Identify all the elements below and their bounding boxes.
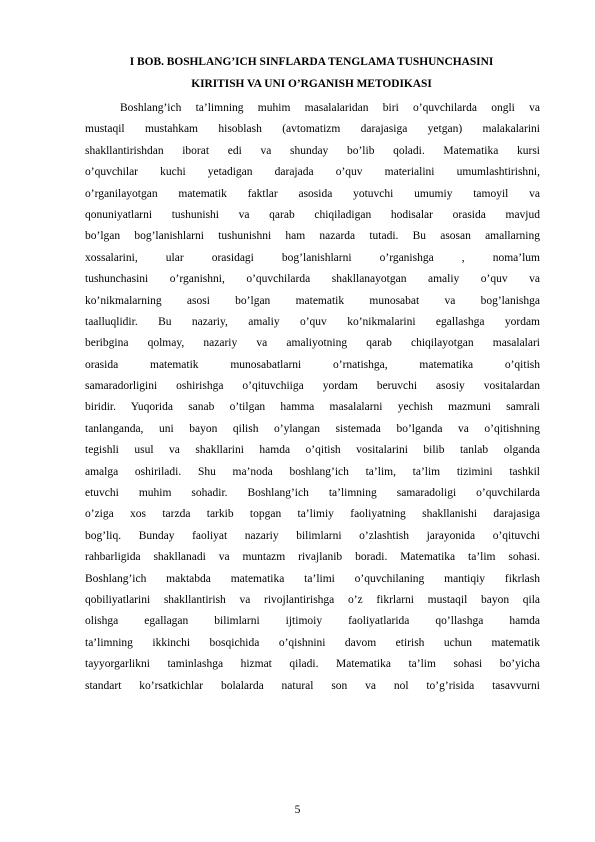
paragraph-line: ko’nikmalarning asosi bo’lgan matematik munosabat va bog’lanishga [85, 294, 540, 307]
paragraph-line: biridir. Yuqorida sanab o’tilgan hamma masalalarni yechish mazmuni samrali [85, 401, 540, 414]
paragraph-line: qonuniyatlarni tushunishi va qarab chiqiladigan hodisalar orasida mavjud [85, 208, 540, 221]
paragraph-line: Boshlang’ich maktabda matematika ta’limi o’quvchilaning mantiqiy fikrlash [85, 572, 540, 585]
paragraph-line: samaradorligini oshirishga o’qituvchiiga yordam beruvchi asosiy vositalardan [85, 380, 540, 393]
paragraph-line: amalga oshiriladi. Shu ma’noda boshlang’ich ta’lim, ta’lim tizimini tashkil [85, 465, 540, 478]
paragraph-line: o’rganilayotgan matematik faktlar asosida yotuvchi umumiy tamoyil va [85, 187, 540, 200]
paragraph-line: qobiliyatlarini shakllantirish va rivojlantirishga o’z fikrlarni mustaqil bayon qila [85, 593, 540, 606]
body-paragraph [85, 98, 540, 697]
paragraph-line: bog’liq. Bunday faoliyat nazariy bilimlarni o’zlashtish jarayonida o’qituvchi [85, 529, 540, 542]
paragraph-line: o’quvchilar kuchi yetadigan darajada o’quv materialini umumlashtirishni, [85, 166, 540, 179]
paragraph-line: bo’lgan bog’lanishlarni tushunishni ham nazarda tutadi. Bu asosan amallarning [85, 230, 540, 243]
paragraph-line: tanlanganda, uni bayon qilish o’ylangan sistemada bo’lganda va o’qitishning [85, 422, 540, 435]
paragraph-line: Boshlang’ich ta’limning muhim masalalaridan biri o’quvchilarda ongli va [120, 102, 540, 114]
paragraph-line: o’ziga xos tarzda tarkib topgan ta’limiy faoliyatning shakllanishi darajasiga [85, 508, 540, 521]
paragraph-line: beribgina qolmay, nazariy va amaliyotning qarab chiqilayotgan masalalari [85, 337, 540, 350]
paragraph-line: ta’limning ikkinchi bosqichida o’qishnini davom etirish uchun matematik [85, 636, 540, 649]
paragraph-line: taalluqlidir. Bu nazariy, amaliy o’quv ko’nikmalarini egallashga yordam [85, 315, 540, 328]
paragraph-line: olishga egallagan bilimlarni ijtimoiy faoliyatlarida qo’llashga hamda [85, 615, 540, 628]
paragraph-line: etuvchi muhim sohadir. Boshlang’ich ta’limning samaradoligi o’quvchilarda [85, 487, 540, 500]
chapter-heading-line-2: KIRITISH VA UNI O’RGANISH METODIKASI [191, 78, 432, 90]
paragraph-line: tegishli usul va shakllarini hamda o’qitish vositalarini bilib tanlab olganda [85, 444, 540, 457]
paragraph-line: shakllantirishdan iborat edi va shunday bo’lib qoladi. Matematika kursi [85, 144, 540, 157]
paragraph-line: standart ko’rsatkichlar bolalarda natural son va nol to’g’risida tasavvurni [85, 679, 540, 692]
paragraph-line: rahbarligida shakllanadi va muntazm rivajlanib boradi. Matematika ta’lim sohasi. [85, 551, 540, 564]
paragraph-line: mustaqil mustahkam hisoblash (avtomatizm darajasiga yetgan) malakalarini [85, 123, 540, 136]
paragraph-line: orasida matematik munosabatlarni o’rnatishga, matematika o’qitish [85, 358, 540, 371]
page-number: 5 [294, 804, 301, 816]
chapter-heading-line-1: I BOB. BOSHLANG’ICH SINFLARDA TENGLAMA TUSHUNCHASINI [129, 56, 494, 68]
paragraph-line: xossalarini, ular orasidagi bog’lanishlarni o’rganishga , noma’lum [85, 251, 540, 264]
paragraph-line: tushunchasini o’rganishni, o’quvchilarda shakllanayotgan amaliy o’quv va [85, 273, 540, 286]
paragraph-line: tayyorgarlikni taminlashga hizmat qiladi. Matematika ta’lim sohasi bo’yicha [85, 658, 540, 671]
